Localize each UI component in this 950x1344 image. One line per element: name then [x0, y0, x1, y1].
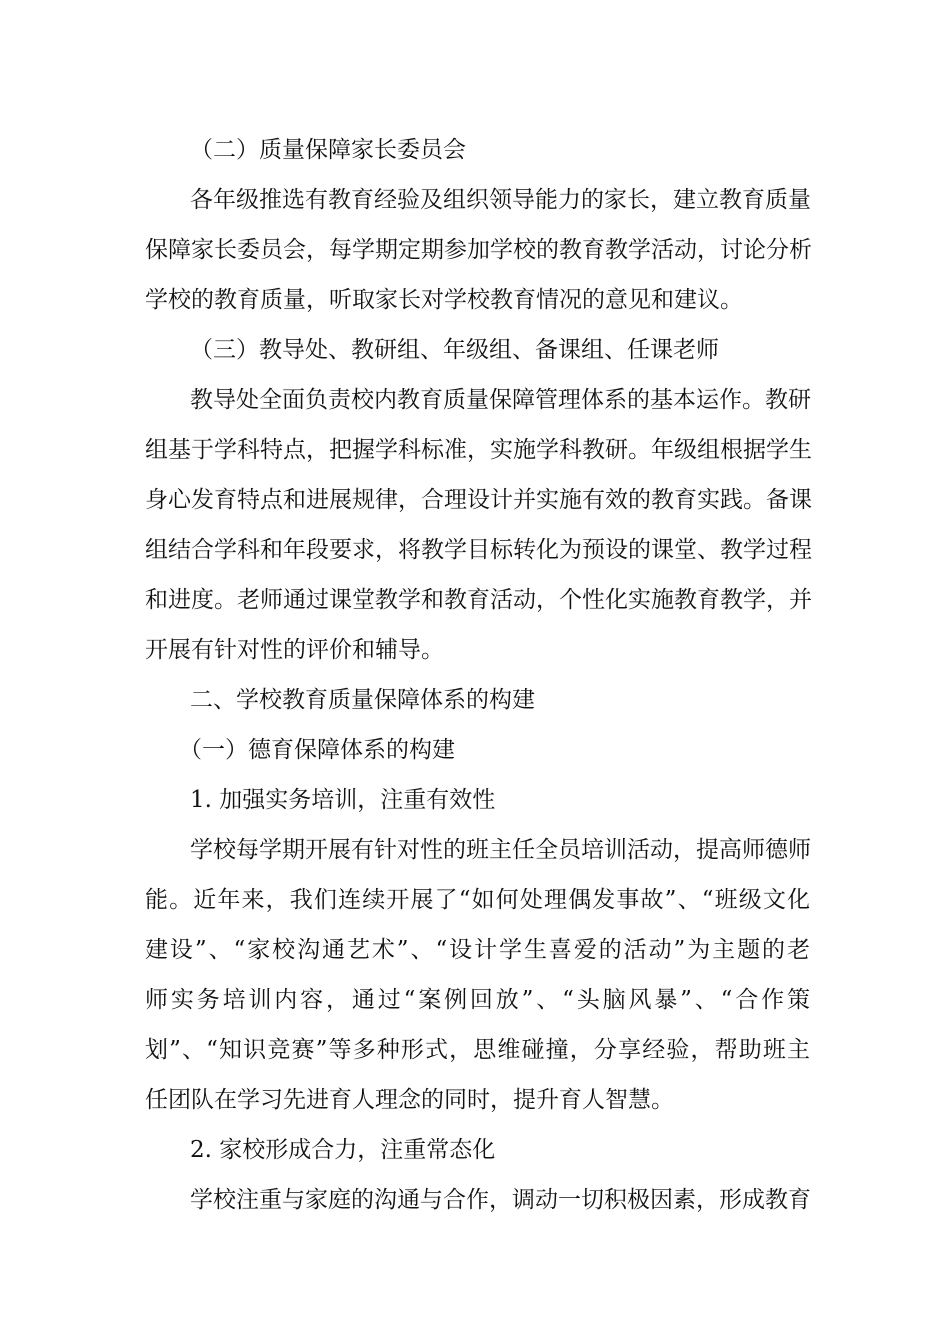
paragraph-line: 师实务培训内容，通过“案例回放”、“头脑风暴”、“合作策 — [145, 987, 810, 1013]
paragraph-line: 学校的教育质量，听取家长对学校教育情况的意见和建议。 — [145, 287, 743, 313]
paragraph-line: 划”、“知识竞赛”等多种形式，思维碰撞，分享经验，帮助班主 — [145, 1037, 810, 1063]
chapter-heading: 二、学校教育质量保障体系的构建 — [190, 687, 535, 713]
paragraph-line: 教导处全面负责校内教育质量保障管理体系的基本运作。教研 — [190, 387, 811, 413]
paragraph-line: 学校注重与家庭的沟通与合作，调动一切积极因素，形成教育 — [190, 1187, 811, 1213]
section-heading-teaching-office: （三）教导处、教研组、年级组、备课组、任课老师 — [190, 337, 719, 363]
item-heading-1: 1. 加强实务培训，注重有效性 — [190, 787, 496, 813]
paragraph-line: 建设”、“家校沟通艺术”、“设计学生喜爱的活动”为主题的老 — [145, 937, 810, 963]
paragraph-line: 组结合学科和年段要求，将教学目标转化为预设的课堂、教学过程 — [145, 537, 812, 563]
paragraph-line: 各年级推选有教育经验及组织领导能力的家长，建立教育质量 — [190, 187, 811, 213]
paragraph-line: 组基于学科特点，把握学科标准，实施学科教研。年级组根据学生 — [145, 437, 812, 463]
paragraph-line: 和进度。老师通过课堂教学和教育活动，个性化实施教育教学，并 — [145, 587, 812, 613]
paragraph-line: 身心发育特点和进展规律，合理设计并实施有效的教育实践。备课 — [145, 487, 812, 513]
paragraph-line: 能。近年来，我们连续开展了“如何处理偶发事故”、“班级文化 — [145, 887, 810, 913]
paragraph-line: 学校每学期开展有针对性的班主任全员培训活动，提高师德师 — [190, 837, 811, 863]
paragraph-line: 保障家长委员会，每学期定期参加学校的教育教学活动，讨论分析 — [145, 237, 812, 263]
paragraph-line: 开展有针对性的评价和辅导。 — [145, 637, 444, 663]
paragraph-line: 任团队在学习先进育人理念的同时，提升育人智慧。 — [145, 1087, 674, 1113]
section-heading-moral-education: （一）德育保障体系的构建 — [179, 737, 455, 763]
item-heading-2: 2. 家校形成合力，注重常态化 — [190, 1137, 496, 1163]
section-heading-parent-committee: （二）质量保障家长委员会 — [190, 137, 466, 163]
